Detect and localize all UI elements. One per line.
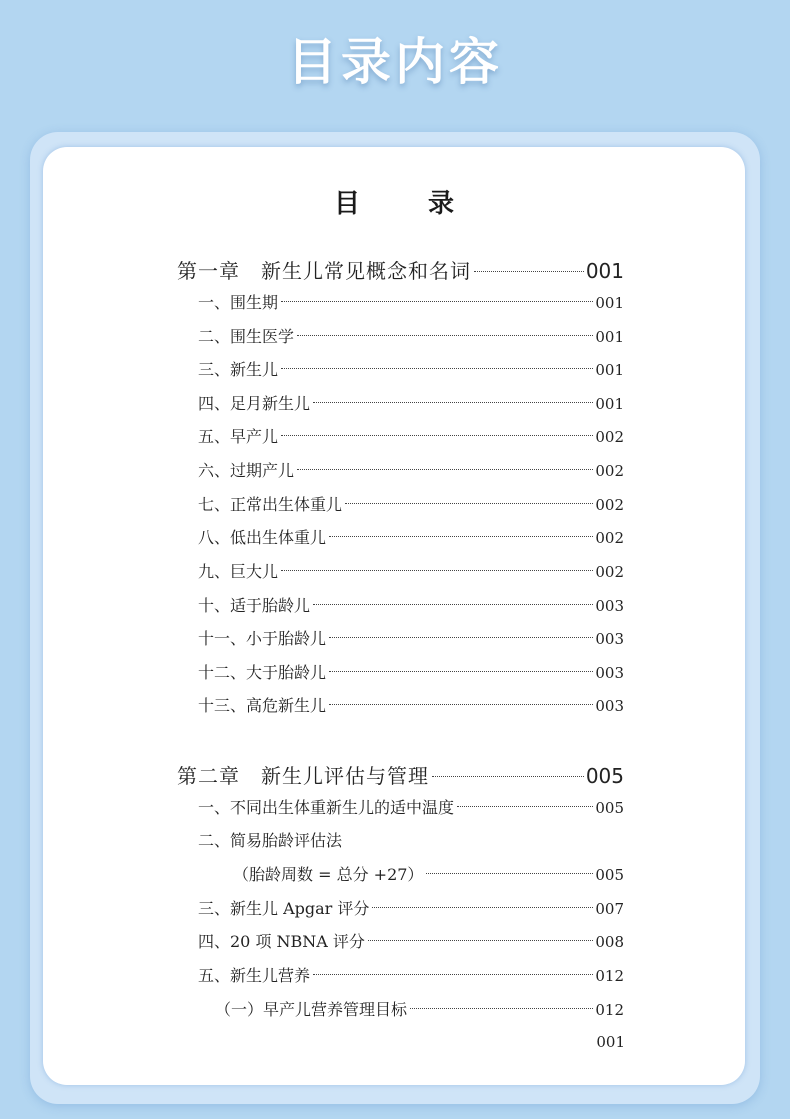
dot-leader: [329, 671, 593, 672]
entry-title: 五、新生儿营养: [198, 966, 311, 985]
entry-page: 007: [595, 900, 624, 918]
toc-entry: [198, 658, 624, 688]
entry-title: 十二、大于胎龄儿: [198, 663, 327, 682]
entry-title: 二、简易胎龄评估法: [198, 831, 343, 850]
toc-entry: [198, 691, 624, 721]
entry-title: 十、适于胎龄儿: [198, 596, 311, 615]
dot-leader: [281, 301, 593, 302]
toc-entry: [198, 456, 624, 486]
entry-title: 三、新生儿: [198, 360, 279, 379]
entry-page: 002: [595, 428, 624, 446]
toc-entry: [215, 995, 624, 1025]
toc-entry: [198, 927, 624, 957]
dot-leader: [297, 469, 593, 470]
dot-leader: [368, 940, 593, 941]
entry-page: 003: [595, 597, 624, 615]
entry-page: 003: [595, 664, 624, 682]
dot-leader: [345, 503, 593, 504]
entry-page: 002: [595, 529, 624, 547]
entry-title: 一、围生期: [198, 293, 279, 312]
dot-leader: [313, 974, 593, 975]
page-frame: [30, 132, 760, 1104]
toc-entry: [198, 557, 624, 587]
toc-entry: [198, 389, 624, 419]
dot-leader: [410, 1008, 593, 1009]
entry-page: 005: [595, 799, 624, 817]
entry-page: 012: [595, 967, 624, 985]
entry-title: 八、低出生体重儿: [198, 528, 327, 547]
dot-leader: [297, 335, 593, 336]
entry-title: 二、围生医学: [198, 327, 295, 346]
dot-leader: [426, 873, 593, 874]
entry-page: 001: [595, 328, 624, 346]
entry-page: 008: [595, 933, 624, 951]
toc-heading: [43, 183, 745, 220]
entry-page: 001: [595, 294, 624, 312]
toc-entry: [198, 422, 624, 452]
entry-page: 002: [595, 496, 624, 514]
entry-title: 四、20 项 NBNA 评分: [198, 932, 365, 951]
toc-entry: [198, 355, 624, 385]
entry-title: （一）早产儿营养管理目标: [215, 1000, 408, 1019]
entry-title: 十一、小于胎龄儿: [198, 629, 327, 648]
entry-title: 五、早产儿: [198, 427, 279, 446]
toc-chapter: [177, 256, 624, 286]
entry-page: 001: [595, 395, 624, 413]
entry-page: 001: [595, 361, 624, 379]
toc-entry: [233, 860, 624, 890]
toc-entry: [198, 793, 624, 823]
dot-leader: [432, 776, 584, 777]
page-number: 001: [596, 1033, 625, 1051]
dot-leader: [281, 368, 593, 369]
toc-page: [43, 147, 745, 1085]
entry-page: 002: [595, 563, 624, 581]
entry-title: 一、不同出生体重新生儿的适中温度: [198, 798, 455, 817]
chapter-title: 第二章 新生儿评估与管理: [177, 764, 429, 788]
toc-heading-char: 录: [428, 189, 455, 219]
dot-leader: [474, 271, 584, 272]
entry-page: 003: [595, 630, 624, 648]
dot-leader: [281, 435, 593, 436]
toc-chapter: [177, 761, 624, 791]
toc-entry: [198, 591, 624, 621]
toc-entry: [198, 961, 624, 991]
toc-entry: [198, 826, 624, 856]
dot-leader: [457, 806, 593, 807]
dot-leader: [313, 604, 593, 605]
dot-leader: [329, 704, 593, 705]
toc-entry: [198, 322, 624, 352]
dot-leader: [281, 570, 593, 571]
banner-title: 目录内容: [287, 33, 503, 91]
entry-title: 七、正常出生体重儿: [198, 495, 343, 514]
dot-leader: [329, 637, 593, 638]
toc-entry: [198, 523, 624, 553]
entry-page: 002: [595, 462, 624, 480]
entry-title: 六、过期产儿: [198, 461, 295, 480]
entry-page: 003: [595, 697, 624, 715]
toc-entry: [198, 490, 624, 520]
chapter-page: 001: [585, 259, 624, 283]
entry-title: （胎龄周数 = 总分 +27）: [233, 865, 424, 884]
entry-page: 005: [595, 866, 624, 884]
entry-title: 四、足月新生儿: [198, 394, 311, 413]
dot-leader: [313, 402, 593, 403]
dot-leader: [329, 536, 593, 537]
toc-heading-char: 目: [333, 189, 360, 219]
toc-entry: [198, 894, 624, 924]
chapter-page: 005: [585, 764, 624, 788]
toc-entry: [198, 624, 624, 654]
entry-title: 三、新生儿 Apgar 评分: [198, 899, 370, 918]
dot-leader: [372, 907, 593, 908]
entry-page: 012: [595, 1001, 624, 1019]
entry-title: 十三、高危新生儿: [198, 696, 327, 715]
entry-title: 九、巨大儿: [198, 562, 279, 581]
toc-entry: [198, 288, 624, 318]
chapter-title: 第一章 新生儿常见概念和名词: [177, 259, 471, 283]
